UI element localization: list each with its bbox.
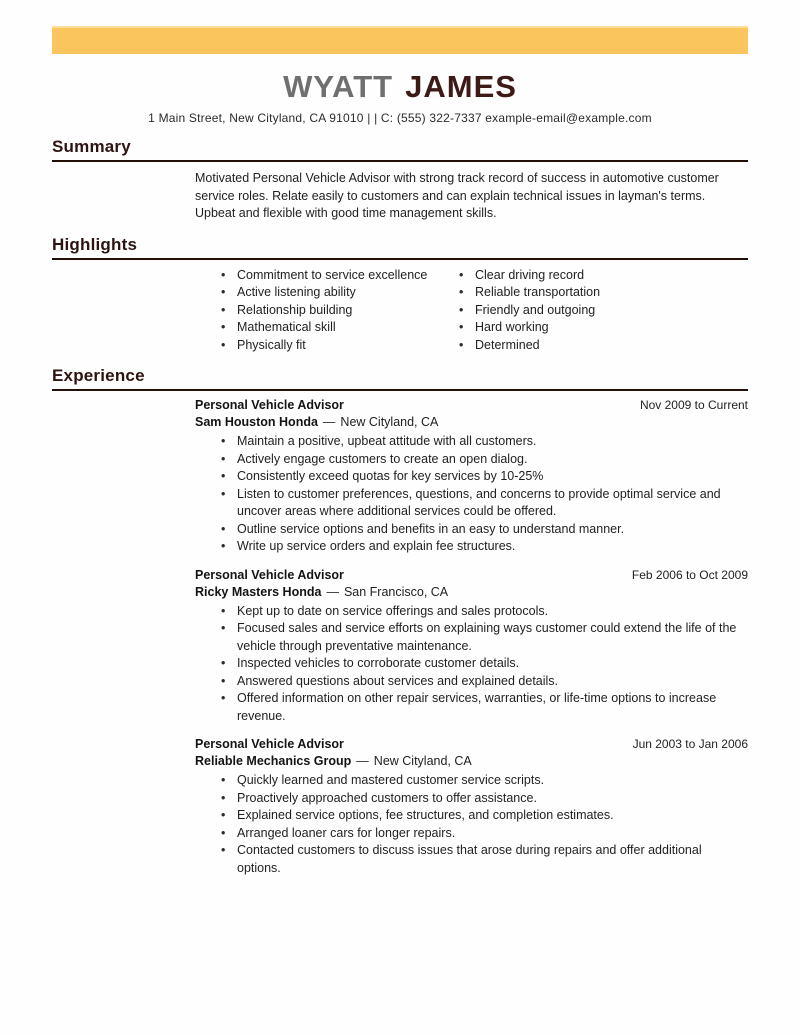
highlight-item: • Clear driving record <box>458 267 748 285</box>
contact-line: 1 Main Street, New Cityland, CA 91010 | | C: (555) 322-7337 example-email@example.com <box>148 111 652 125</box>
job-company-row <box>195 584 748 601</box>
job-bullet-list <box>220 772 748 877</box>
candidate-last-name: JAMES <box>405 69 517 104</box>
highlight-item: • Determined <box>458 337 748 355</box>
job-dates: Jun 2003 to Jan 2006 <box>632 737 748 751</box>
job-title-row <box>195 397 748 414</box>
job-title: Personal Vehicle Advisor <box>195 737 344 751</box>
candidate-name <box>0 70 800 104</box>
job-bullet: • Explained service options, fee structures, and completion estimates. <box>220 807 748 825</box>
highlight-item: • Friendly and outgoing <box>458 302 748 320</box>
section-heading-summary: Summary <box>52 137 748 162</box>
company-name: Sam Houston Honda <box>195 415 318 429</box>
highlights-column-2 <box>458 267 748 355</box>
candidate-first-name: WYATT <box>283 69 394 104</box>
company-location-separator: — <box>326 584 339 599</box>
job-bullet: • Outline service options and benefits in an easy to understand manner. <box>220 521 748 539</box>
job-bullet-list <box>220 603 748 726</box>
job-location: New Cityland, CA <box>340 415 439 429</box>
job-bullet: • Quickly learned and mastered customer service scripts. <box>220 772 748 790</box>
job-bullet: • Write up service orders and explain fee structures. <box>220 538 748 556</box>
job-bullet: • Arranged loaner cars for longer repairs. <box>220 825 748 843</box>
job-location: New Cityland, CA <box>373 754 472 768</box>
job-bullet: • Inspected vehicles to corroborate customer details. <box>220 655 748 673</box>
highlight-item: • Active listening ability <box>220 284 458 302</box>
job-bullet: • Maintain a positive, upbeat attitude with all customers. <box>220 433 748 451</box>
highlight-item: • Mathematical skill <box>220 319 458 337</box>
highlight-item: • Reliable transportation <box>458 284 748 302</box>
highlight-item: • Relationship building <box>220 302 458 320</box>
section-heading-experience: Experience <box>52 366 748 391</box>
job-bullet: • Proactively approached customers to offer assistance. <box>220 790 748 808</box>
job-bullet: • Answered questions about services and explained details. <box>220 673 748 691</box>
job-title-row <box>195 736 748 753</box>
company-location-separator: — <box>356 754 369 768</box>
job-company-row <box>195 753 748 770</box>
job-title: Personal Vehicle Advisor <box>195 398 344 412</box>
section-heading-highlights: Highlights <box>52 235 748 260</box>
highlight-item: • Physically fit <box>220 337 458 355</box>
job-dates: Nov 2009 to Current <box>639 398 748 412</box>
company-name: Reliable Mechanics Group <box>195 754 352 768</box>
job-company-row <box>195 414 748 431</box>
job-bullet: • Focused sales and service efforts on explaining ways customer could extend the life of the vehicle through preventative maintenance. <box>220 620 748 655</box>
job-entry <box>0 567 800 726</box>
job-bullet: • Actively engage customers to create an open dialog. <box>220 451 748 469</box>
job-bullet: • Consistently exceed quotas for key services by 10-25% <box>220 468 748 486</box>
job-bullet: • Contacted customers to discuss issues that arose during repairs and offer additional options. <box>220 842 748 877</box>
job-entry <box>0 736 800 877</box>
job-bullet-list <box>220 433 748 556</box>
highlights-column-1 <box>220 267 458 355</box>
company-name: Ricky Masters Honda <box>195 584 322 599</box>
highlights-columns <box>220 267 748 355</box>
summary-text: Motivated Personal Vehicle Advisor with strong track record of success in automotive customer service roles. Relate easily to customers and can explain technical issues in layman's terms. Upbeat and flexible with good time management skills. <box>195 171 719 220</box>
highlights-section <box>0 235 800 355</box>
job-title: Personal Vehicle Advisor <box>195 567 344 582</box>
job-bullet: • Listen to customer preferences, questions, and concerns to provide optimal service and uncover areas where additional services could be offered. <box>220 486 748 521</box>
job-title-row <box>195 567 748 584</box>
job-location: San Francisco, CA <box>343 584 449 599</box>
job-bullet: • Offered information on other repair services, warranties, or life-time options to increase revenue. <box>220 690 748 725</box>
job-entry <box>0 397 800 556</box>
job-list <box>0 397 800 877</box>
highlight-item: • Commitment to service excellence <box>220 267 458 285</box>
highlight-item: • Hard working <box>458 319 748 337</box>
company-location-separator: — <box>322 415 336 429</box>
summary-section <box>0 137 800 223</box>
job-bullet: • Kept up to date on service offerings and sales protocols. <box>220 603 748 621</box>
job-dates: Feb 2006 to Oct 2009 <box>631 567 748 582</box>
experience-section <box>0 366 800 877</box>
accent-bar <box>52 26 748 54</box>
